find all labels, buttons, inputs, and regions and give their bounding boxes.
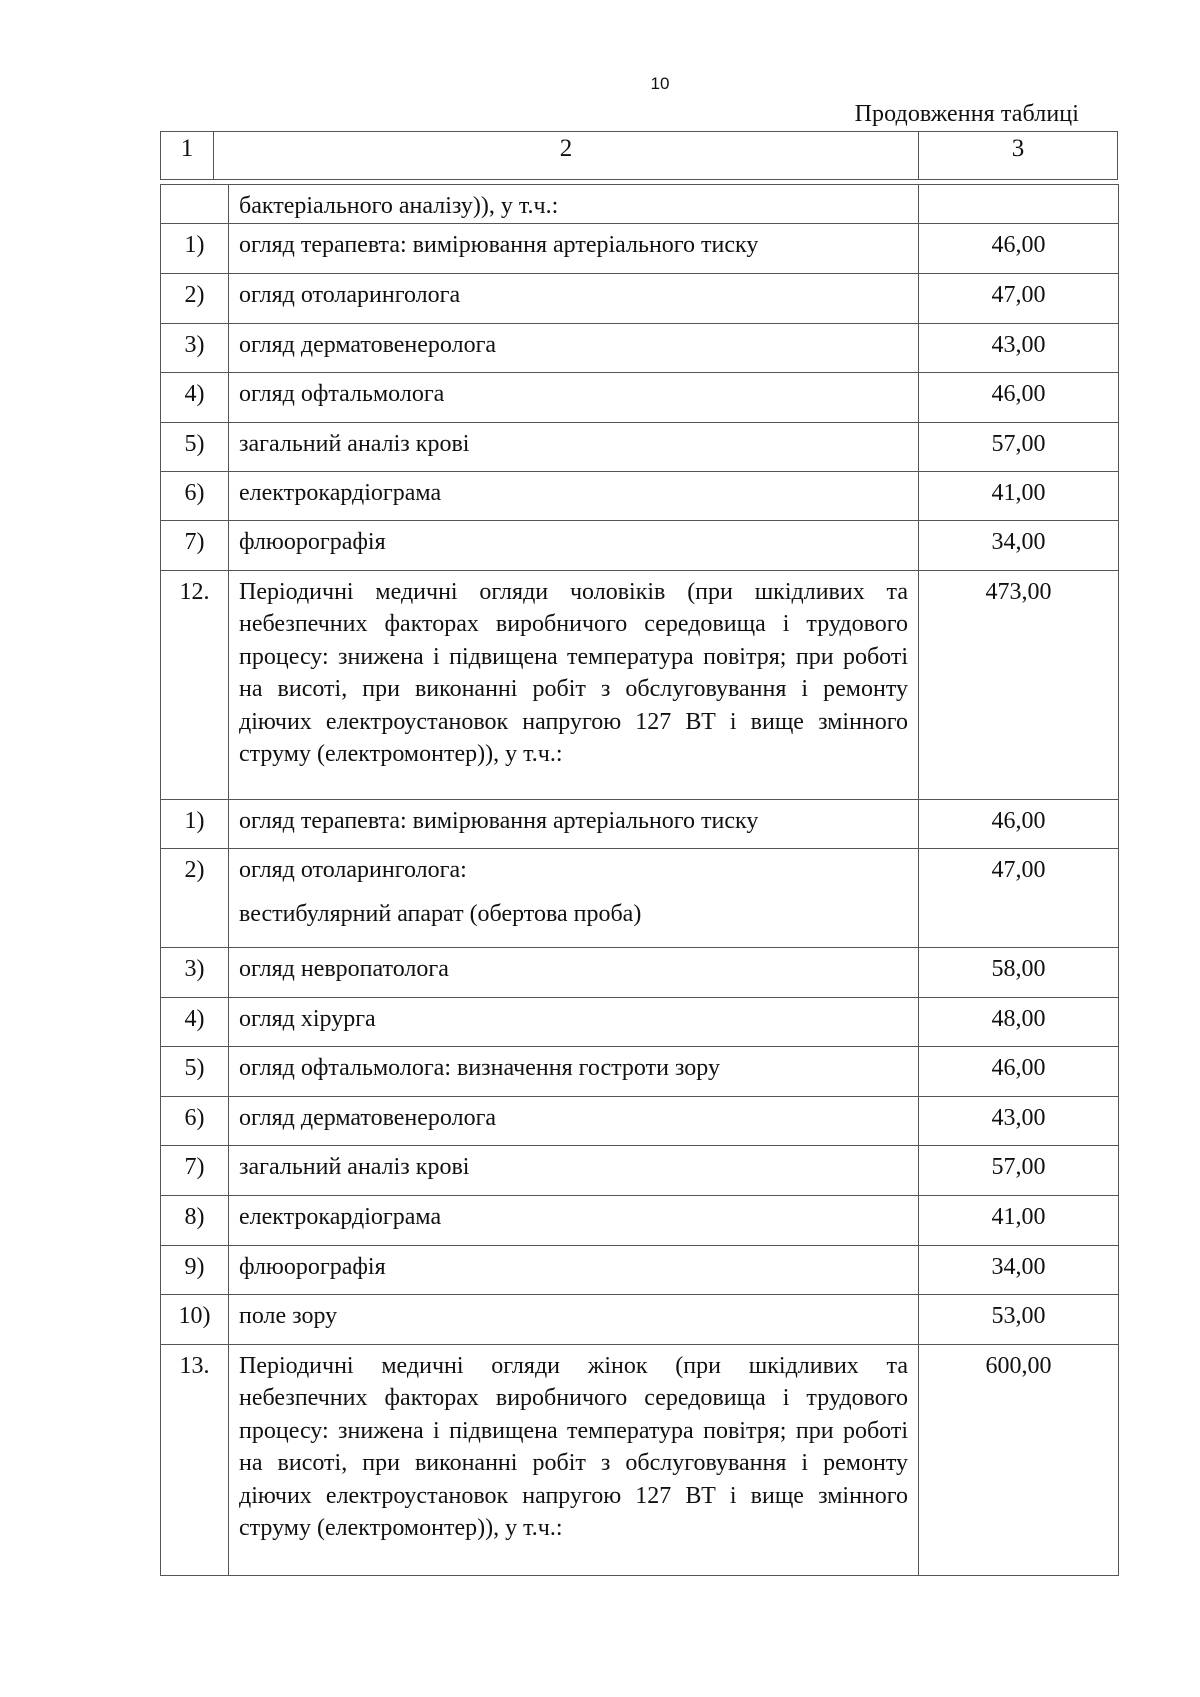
row-price: 57,00 [919, 1145, 1119, 1195]
table-row [161, 570, 1119, 799]
row-price: 48,00 [919, 997, 1119, 1046]
row-number: 7) [161, 520, 229, 570]
row-number: 2) [161, 848, 229, 947]
table-row [161, 185, 1119, 224]
row-description [229, 848, 919, 947]
price-table-body [161, 185, 1119, 1576]
row-description-subtext: вестибулярний апарат (обертова проба) [239, 901, 642, 927]
row-description-text: загальний аналіз крові [239, 430, 470, 457]
table-row [161, 422, 1119, 471]
row-description [229, 570, 919, 799]
row-number [161, 185, 229, 224]
table-row [161, 1344, 1119, 1575]
price-table [160, 184, 1119, 1576]
table-row [161, 323, 1119, 372]
row-description [229, 422, 919, 471]
row-price: 600,00 [919, 1344, 1119, 1575]
row-number: 7) [161, 1145, 229, 1195]
row-number: 12. [161, 570, 229, 799]
header-col-3: 3 [1011, 135, 1025, 162]
row-price [919, 185, 1119, 224]
table-row [161, 1046, 1119, 1096]
row-description-text: поле зору [239, 1302, 338, 1329]
row-description [229, 223, 919, 273]
row-number: 2) [161, 273, 229, 323]
row-price: 46,00 [919, 799, 1119, 848]
table-row [161, 223, 1119, 273]
row-description [229, 372, 919, 422]
header-col-1: 1 [161, 132, 214, 179]
table-row [161, 1195, 1119, 1245]
row-description [229, 947, 919, 997]
row-description-text: огляд терапевта: вимірювання артеріального тиску [239, 807, 759, 834]
row-description-text: флюорографія [239, 528, 386, 555]
row-number: 4) [161, 997, 229, 1046]
row-description-text: загальний аналіз крові [239, 1153, 470, 1180]
row-description [229, 1344, 919, 1575]
row-description-text: огляд отоларинголога [239, 281, 461, 308]
row-price: 47,00 [919, 848, 1119, 947]
row-description-text: огляд дерматовенеролога [239, 331, 497, 358]
page-number: 10 [650, 74, 670, 93]
row-description [229, 1096, 919, 1145]
row-number: 5) [161, 1046, 229, 1096]
table-row [161, 372, 1119, 422]
row-description [229, 273, 919, 323]
row-number: 10) [161, 1294, 229, 1344]
table-row [161, 1145, 1119, 1195]
row-price: 43,00 [919, 1096, 1119, 1145]
row-description-text: огляд дерматовенеролога [239, 1104, 497, 1131]
row-number: 1) [161, 223, 229, 273]
row-number: 8) [161, 1195, 229, 1245]
table-row [161, 1096, 1119, 1145]
row-price: 47,00 [919, 273, 1119, 323]
row-description-text: огляд офтальмолога [239, 380, 445, 407]
table-row [161, 848, 1119, 947]
row-price: 46,00 [919, 223, 1119, 273]
table-row [161, 471, 1119, 520]
row-price: 58,00 [919, 947, 1119, 997]
row-number: 3) [161, 323, 229, 372]
row-description-text: Періодичні медичні огляди жінок (при шкідливих та небезпечних факторах виробничого середовища і трудового процесу: знижена і підвищена температура повітря; при роботі на висоті, при виконанні робіт з обслуговування і ремонту діючих електроустановок напругою 127 ВТ і вище змінного струму (електромонтер)), у т.ч.: [239, 1352, 908, 1541]
row-price: 43,00 [919, 323, 1119, 372]
row-description-text: огляд терапевта: вимірювання артеріального тиску [239, 231, 759, 258]
row-description [229, 471, 919, 520]
row-number: 3) [161, 947, 229, 997]
table-row [161, 997, 1119, 1046]
row-description [229, 1145, 919, 1195]
table-header [160, 131, 1118, 180]
row-description [229, 185, 919, 224]
row-price: 41,00 [919, 1195, 1119, 1245]
table-row [161, 520, 1119, 570]
row-price: 57,00 [919, 422, 1119, 471]
table-row [161, 273, 1119, 323]
row-description-text: огляд невропатолога [239, 955, 449, 982]
row-price: 34,00 [919, 520, 1119, 570]
table-row [161, 1294, 1119, 1344]
row-number: 4) [161, 372, 229, 422]
table-row [161, 1245, 1119, 1294]
row-description-text: електрокардіограма [239, 479, 442, 506]
row-number: 6) [161, 1096, 229, 1145]
row-number: 6) [161, 471, 229, 520]
row-description-text: Періодичні медичні огляди чоловіків (при шкідливих та небезпечних факторах виробничого середовища і трудового процесу: знижена і підвищена температура повітря; при роботі на висоті, при виконанні робіт з обслуговування і ремонту діючих електроустановок напругою 127 ВТ і вище змінного струму (електромонтер)), у т.ч.: [239, 578, 908, 767]
row-price: 34,00 [919, 1245, 1119, 1294]
header-col-2: 2 [214, 132, 919, 179]
row-number: 5) [161, 422, 229, 471]
row-price: 46,00 [919, 372, 1119, 422]
row-description-text: електрокардіограма [239, 1203, 442, 1230]
table-row [161, 947, 1119, 997]
table-row [161, 799, 1119, 848]
row-price: 41,00 [919, 471, 1119, 520]
row-description-text: огляд хірурга [239, 1005, 376, 1032]
row-description-text: флюорографія [239, 1253, 386, 1280]
row-description-text: огляд отоларинголога: [239, 856, 467, 883]
row-price: 53,00 [919, 1294, 1119, 1344]
row-description [229, 1294, 919, 1344]
row-description-text: бактеріального аналізу)), у т.ч.: [239, 193, 559, 219]
row-price: 46,00 [919, 1046, 1119, 1096]
row-description [229, 1245, 919, 1294]
row-description [229, 323, 919, 372]
row-number: 9) [161, 1245, 229, 1294]
row-description [229, 997, 919, 1046]
row-description [229, 799, 919, 848]
row-description [229, 520, 919, 570]
row-description-text: огляд офтальмолога: визначення гостроти зору [239, 1054, 720, 1081]
table-continuation-label: Продовження таблиці [854, 101, 1079, 127]
row-price: 473,00 [919, 570, 1119, 799]
row-number: 13. [161, 1344, 229, 1575]
row-description [229, 1195, 919, 1245]
row-description [229, 1046, 919, 1096]
row-number: 1) [161, 799, 229, 848]
